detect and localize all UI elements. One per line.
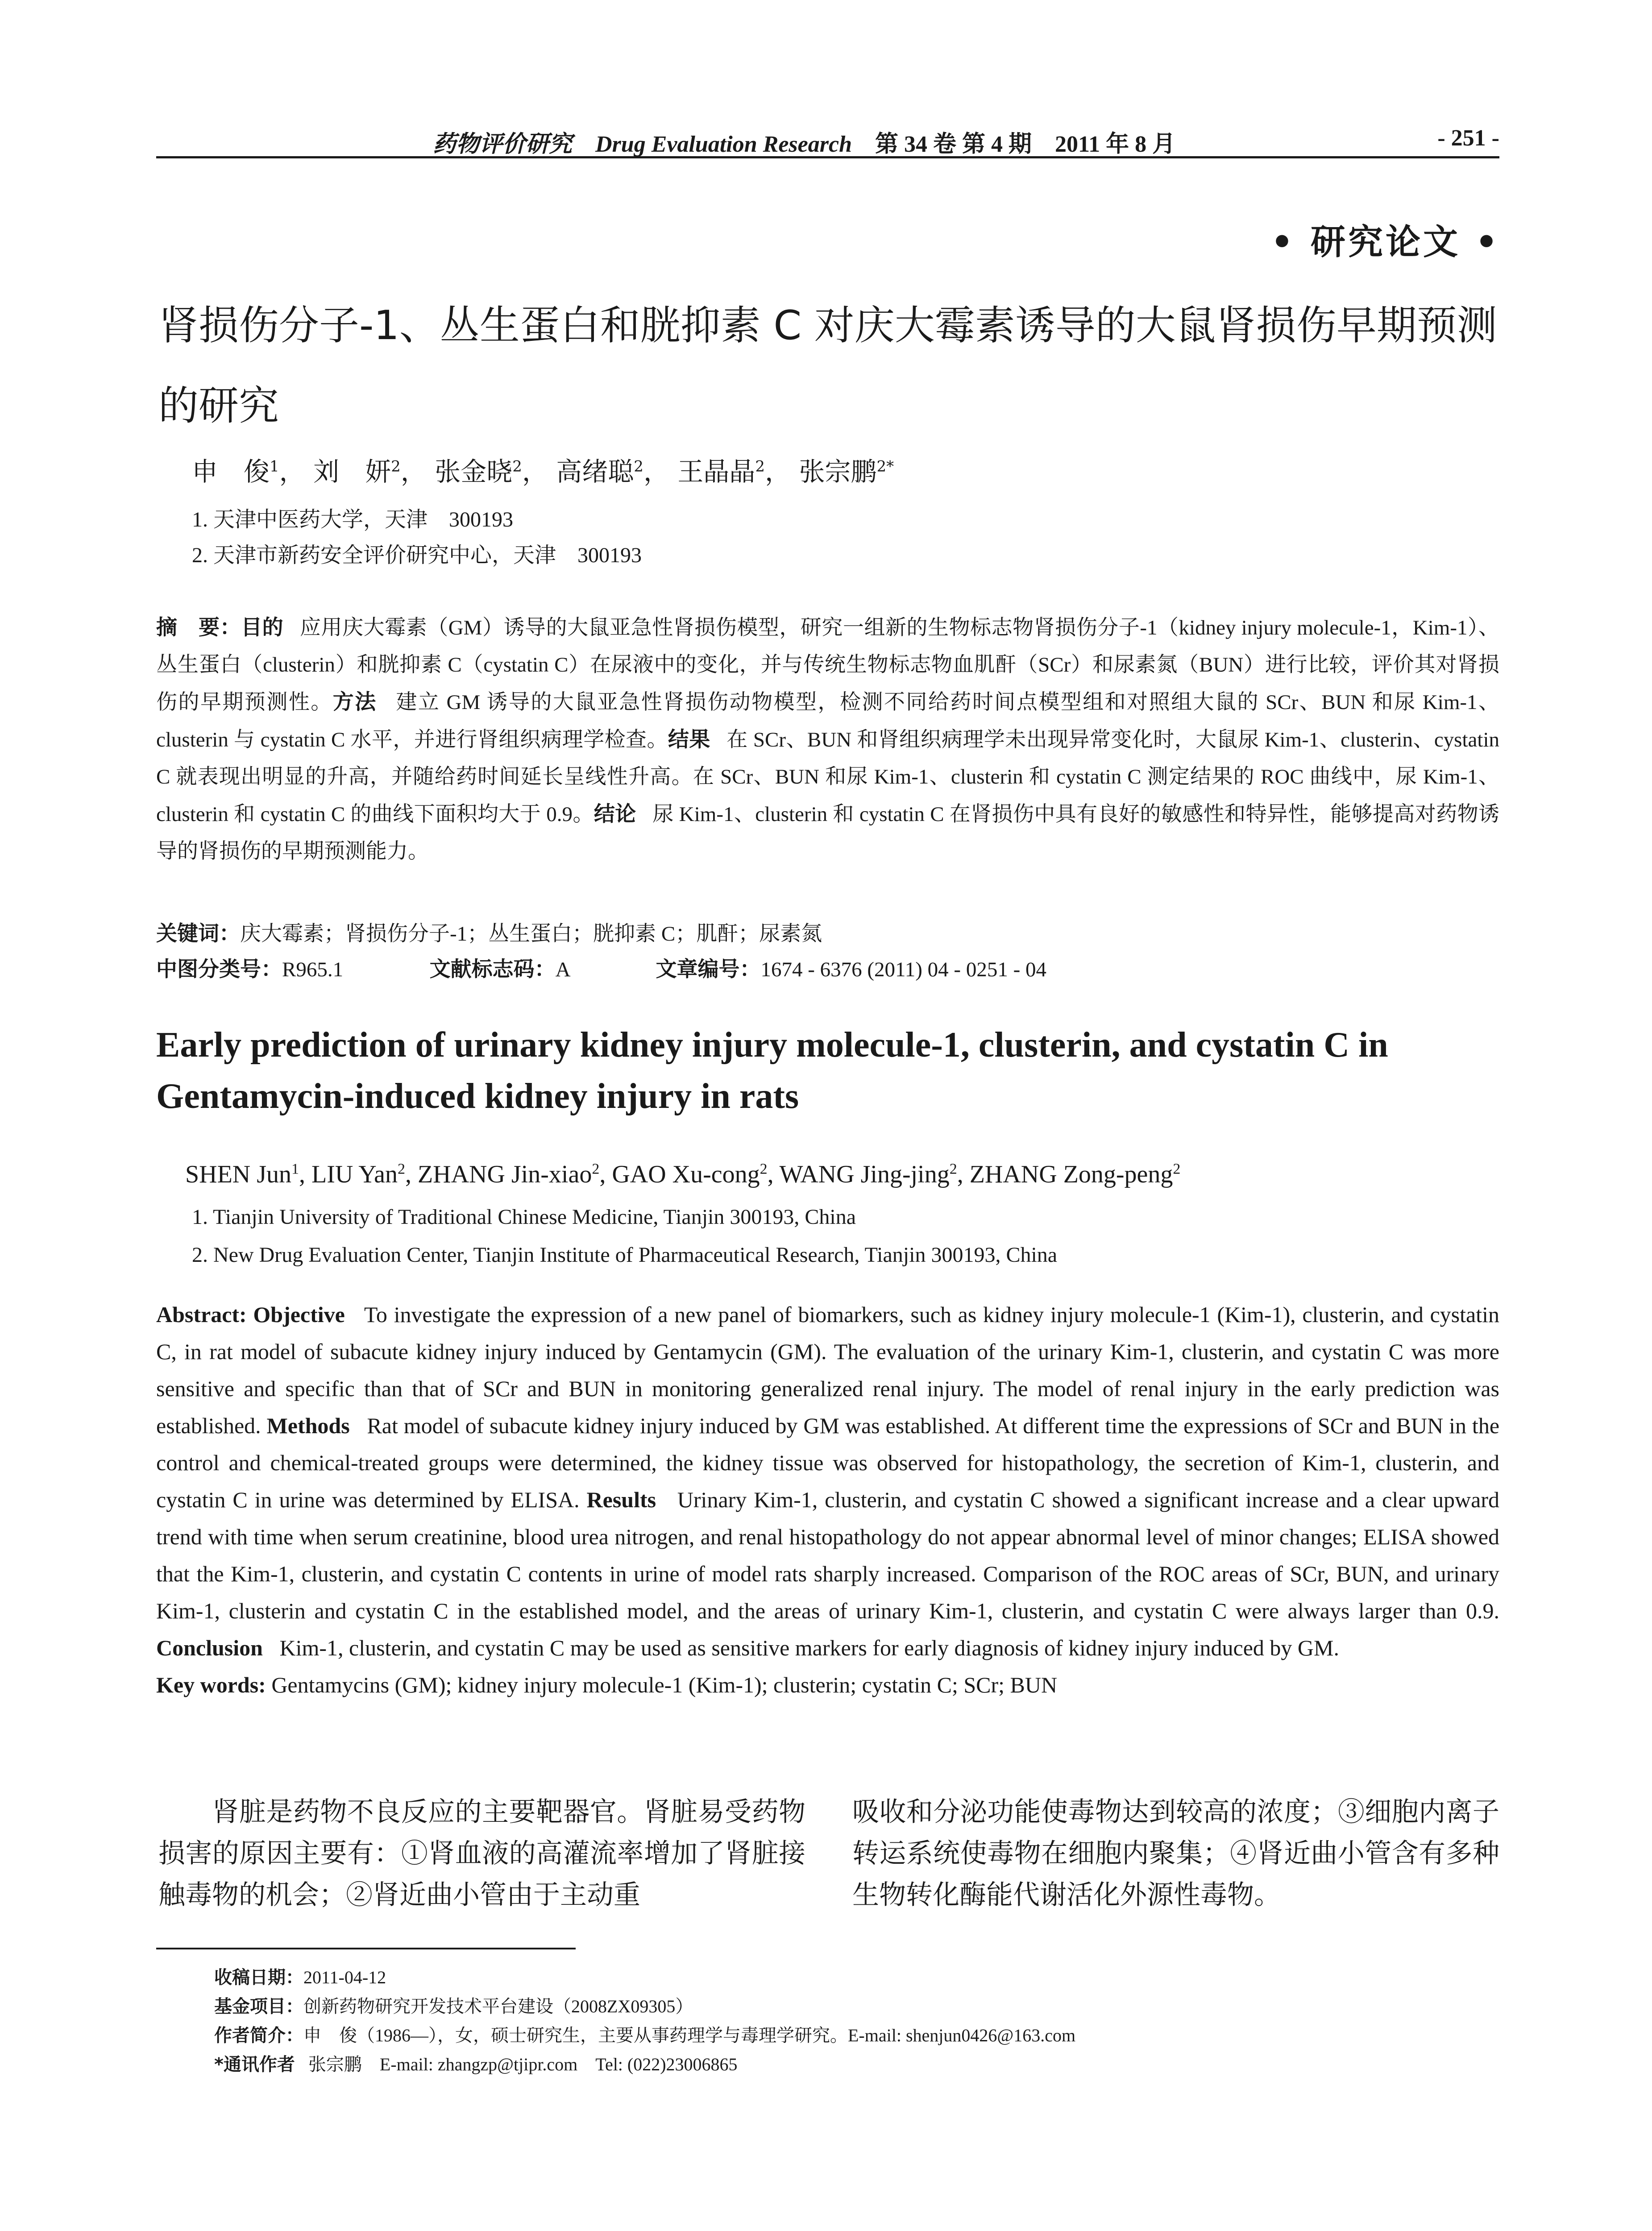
- footnote-rule: [156, 1948, 576, 1949]
- conclusion-label: 结论: [594, 802, 636, 826]
- author-sup: 2: [397, 1161, 405, 1178]
- author-sup: 2: [592, 1161, 600, 1178]
- results-text: Urinary Kim-1, clusterin, and cystatin C showed a significant increase and a clear upward trend with time when serum creatinine, blood urea nitrogen, and renal histopathology do not appear abnormal level of minor changes; ELISA showed that the Kim-1, clusterin, and cystatin C contents in urine of model rats sharply increased. Comparison of the ROC areas of SCr, BUN, and urinary Kim-1, clusterin and cystatin C in the established model, and the areas of urinary Kim-1, clusterin, and cystatin C were always larger than 0.9.: [156, 1487, 1499, 1623]
- journal-name-cn: 药物评价研究: [433, 130, 573, 158]
- author-sup: 1: [270, 457, 279, 476]
- author-sup: 2: [634, 457, 643, 476]
- body-right-column: 吸收和分泌功能使毒物达到较高的浓度；③细胞内离子转运系统使毒物在细胞内聚集；④肾近曲小管含有多种生物转化酶能代谢活化外源性毒物。: [852, 1796, 1499, 1911]
- author: 刘 妍: [313, 456, 391, 487]
- author-sup: 1: [291, 1161, 299, 1178]
- received-label: 收稿日期：: [214, 1967, 303, 1988]
- en-authors: SHEN Jun$^1$, LIU Yan$^2$, ZHANG Jin-xiao$^2$, GAO Xu-cong$^2$, WANG Jing-jing$^2$, ZHANG Zong-peng$^2$: [185, 1161, 1181, 1188]
- objective-label: Objective: [253, 1302, 345, 1327]
- conclusion-label: Conclusion: [156, 1635, 263, 1660]
- body-text-left: 肾脏是药物不良反应的主要靶器官。肾脏易受药物损害的原因主要有：①肾血液的高灌流率增加了肾脏接触毒物的机会；②肾近曲小管由于主动重: [158, 1796, 805, 1911]
- clc-value: R965.1: [282, 958, 344, 981]
- methods-label: 方法: [332, 690, 377, 714]
- abstract-label: 摘 要：: [156, 615, 241, 640]
- en-abstract: [156, 1296, 1499, 1704]
- page-number: - 251 -: [1437, 125, 1499, 151]
- keywords-label: 关键词：: [156, 921, 240, 946]
- en-affiliation-2: 2. New Drug Evaluation Center, Tianjin Institute of Pharmaceutical Research, Tianjin 300193, China: [192, 1243, 1058, 1267]
- keywords-text: Gentamycins (GM); kidney injury molecule-1 (Kim-1); clusterin; cystatin C; SCr; BUN: [271, 1672, 1058, 1697]
- author: SHEN Jun: [185, 1161, 292, 1188]
- keywords-text: 庆大霉素；肾损伤分子-1；丛生蛋白；胱抑素 C；肌酐；尿素氮: [240, 922, 822, 945]
- author: ZHANG Jin-xiao: [417, 1161, 592, 1188]
- author: 高绪聪: [556, 456, 634, 487]
- author: ZHANG Zong-peng: [969, 1161, 1173, 1188]
- fund-label: 基金项目：: [214, 1996, 303, 2017]
- methods-text: Rat model of subacute kidney injury induced by GM was established. At different time the expressions of SCr and BUN in the control and chemical-treated groups were determined, the kidney tissue was observed for histopathology, the secretion of Kim-1, clusterin, and cystatin C in urine was determined by ELISA.: [156, 1413, 1500, 1512]
- results-label: Results: [586, 1487, 656, 1512]
- author-sup: 2: [760, 1161, 768, 1178]
- objective-text: 应用庆大霉素（GM）诱导的大鼠亚急性肾损伤模型，研究一组新的生物标志物肾损伤分子-1（kidney injury molecule-1，Kim-1）、丛生蛋白（clusterin）和胱抑素 C（cystatin C）在尿液中的变化，并与传统生物标志物血肌酐（SCr）和尿素氮（BUN）进行比较，评价其对肾损伤的早期预测性。: [156, 616, 1500, 714]
- objective-text: To investigate the expression of a new panel of biomarkers, such as kidney injury molecule-1 (Kim-1), clusterin, and cystatin C, in rat model of subacute kidney injury induced by Gentamycin (GM). The evaluation of the urinary Kim-1, clusterin, and cystatin C was more sensitive and specific than that of SCr and BUN in monitoring generalized renal injury. The model of renal injury in the early prediction was established.: [156, 1302, 1499, 1438]
- author-sup: 2: [391, 457, 401, 476]
- footnote-bio: [214, 2021, 1075, 2047]
- methods-text: 建立 GM 诱导的大鼠亚急性肾损伤动物模型，检测不同给药时间点模型组和对照组大鼠的 SCr、BUN 和尿 Kim-1、clusterin 与 cystatin C 水平，并进行肾组织病理学检查。: [156, 691, 1500, 751]
- footnote-correspondence: [214, 2050, 738, 2076]
- article-no-value: 1674 - 6376 (2011) 04 - 0251 - 04: [760, 958, 1046, 981]
- clc-label: 中图分类号：: [156, 957, 282, 982]
- journal-name-en: Drug Evaluation Research: [595, 132, 852, 157]
- author: 张金晓: [435, 456, 513, 487]
- bio-label: 作者简介：: [214, 2025, 303, 2046]
- conclusion-text: 尿 Kim-1、clusterin 和 cystatin C 在肾损伤中具有良好的敏感性和特异性，能够提高对药物诱导的肾损伤的早期预测能力。: [156, 803, 1500, 863]
- cn-affiliation-2: 2. 天津市新药安全评价研究中心，天津 300193: [192, 543, 642, 567]
- article-no-label: 文章编号：: [656, 957, 761, 982]
- author-sup: 2: [755, 457, 765, 476]
- author: 张宗鹏: [799, 456, 877, 487]
- cn-authors: 申 俊$^1$， 刘 妍$^2$， 张金晓$^2$， 高绪聪$^2$， 王晶晶$^2$， 张宗鹏$^{2*}$: [192, 456, 894, 487]
- author: 王晶晶: [677, 456, 755, 487]
- doc-code-label: 文献标志码：: [429, 957, 556, 982]
- author: LIU Yan: [311, 1161, 398, 1188]
- keywords-label: Key words:: [156, 1672, 266, 1697]
- header-center: [433, 125, 1175, 158]
- cn-classification: [156, 953, 1046, 983]
- section-tag: • 研究论文 •: [1270, 222, 1500, 262]
- cn-affiliation-1: 1. 天津中医药大学，天津 300193: [192, 508, 514, 531]
- running-header: [156, 120, 1499, 158]
- corr-label: *通讯作者: [214, 2054, 295, 2075]
- results-label: 结果: [668, 727, 710, 752]
- footnote-received: [214, 1963, 386, 1989]
- en-title: Early prediction of urinary kidney injury molecule-1, clusterin, and cystatin C in Gentamycin-induced kidney injury in rats: [156, 1025, 1388, 1116]
- author-sup: 2: [512, 457, 522, 476]
- author: GAO Xu-cong: [612, 1161, 760, 1188]
- received-value: 2011-04-12: [303, 1967, 386, 1987]
- cn-keywords: [156, 917, 822, 947]
- author-sup: 2: [1173, 1161, 1181, 1178]
- doc-code-value: A: [555, 958, 569, 981]
- footnote-fund: [214, 1992, 693, 2018]
- author-sup: 2*: [876, 457, 894, 476]
- cn-title: 肾损伤分子-1、丛生蛋白和胱抑素 C 对庆大霉素诱导的大鼠肾损伤早期预测的研究: [158, 302, 1497, 429]
- objective-label: 目的: [241, 615, 284, 640]
- body-left-column: [158, 1791, 805, 1916]
- en-affiliation-1: 1. Tianjin University of Traditional Chinese Medicine, Tianjin 300193, China: [192, 1205, 856, 1229]
- fund-value: 创新药物研究开发技术平台建设（2008ZX09305）: [303, 1996, 693, 2016]
- methods-label: Methods: [266, 1413, 350, 1438]
- cn-abstract: [156, 609, 1499, 870]
- results-text: 在 SCr、BUN 和肾组织病理学未出现异常变化时，大鼠尿 Kim-1、clusterin、cystatin C 就表现出明显的升高，并随给药时间延长呈线性升高。在 SCr、BUN 和尿 Kim-1、clusterin 和 cystatin C 测定结果的 ROC 曲线中，尿 Kim-1、clusterin 和 cystatin C 的曲线下面积均大于 0.9。: [156, 728, 1500, 826]
- corr-value: 张宗鹏 E-mail: zhangzp@tjipr.com Tel: (022)23006865: [308, 2054, 738, 2074]
- conclusion-text: Kim-1, clusterin, and cystatin C may be used as sensitive markers for early diagnosis of kidney injury induced by GM.: [279, 1635, 1339, 1660]
- issue-info: 第 34 卷 第 4 期 2011 年 8 月: [875, 132, 1176, 157]
- bio-value: 申 俊（1986—），女，硕士研究生，主要从事药理学与毒理学研究。E-mail: shenjun0426@163.com: [303, 2025, 1076, 2045]
- author-sup: 2: [949, 1161, 957, 1178]
- abstract-label: Abstract:: [156, 1302, 247, 1327]
- author: 申 俊: [192, 456, 270, 487]
- author: WANG Jing-jing: [779, 1161, 950, 1188]
